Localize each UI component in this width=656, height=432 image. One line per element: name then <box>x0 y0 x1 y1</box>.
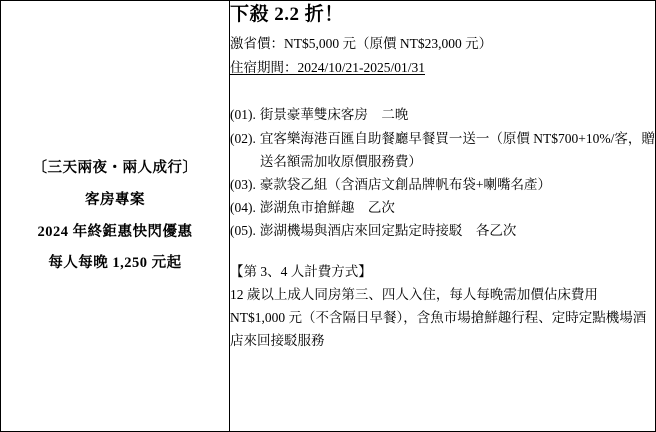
stay-period-line: 住宿期間：2024/10/21-2025/01/31 <box>230 60 425 76</box>
item-number: (04). <box>230 200 256 216</box>
inclusion-list <box>230 103 655 242</box>
promo-title-label: 2024 年終鉅惠快閃優惠 <box>37 223 193 240</box>
item-text: 澎湖魚市搶鮮趣 乙次 <box>259 200 395 216</box>
item-text: 澎湖機場與酒店來回定點定時接駁 各乙次 <box>259 223 517 239</box>
left-summary-stack <box>1 159 229 273</box>
list-item <box>230 196 655 219</box>
left-summary-cell <box>1 1 230 432</box>
item-number: (03). <box>230 177 256 193</box>
package-name-label: 客房專案 <box>85 191 145 208</box>
price-detail-line: 激省價：NT$5,000 元（原價 NT$23,000 元） <box>230 35 493 51</box>
item-text: 豪款袋乙組（含酒店文創品牌帆布袋+喇嘴名產） <box>259 177 551 193</box>
spacer <box>230 83 655 103</box>
discount-headline: 下殺 2.2 折！ <box>230 4 344 25</box>
item-number: (01). <box>230 107 256 123</box>
extra-guest-section-title: 【第 3、4 人計費方式】 <box>230 263 372 279</box>
item-number: (02). <box>230 130 256 146</box>
price-from-label: 每人每晚 1,250 元起 <box>48 255 182 272</box>
item-text: 宜客樂海港百匯自助餐廳早餐買一送一（原價 NT$700+10%/客，贈送名額需加收原價服務費） <box>259 130 655 169</box>
package-type-label: 〔三天兩夜・兩人成行〕 <box>32 159 198 176</box>
list-item <box>230 219 655 242</box>
item-text: 街景豪華雙床客房 二晚 <box>259 107 409 123</box>
list-item <box>230 103 655 126</box>
list-item <box>230 127 655 173</box>
right-detail-cell <box>230 1 656 432</box>
item-number: (05). <box>230 223 256 239</box>
list-item <box>230 173 655 196</box>
extra-guest-section-body: 12 歲以上成人同房第三、四人入住，每人每晚需加價佔床費用 NT$1,000 元（不含隔日早餐），含魚市場搶鮮趣行程、定時定點機場酒店來回接駁服務 <box>230 286 647 349</box>
